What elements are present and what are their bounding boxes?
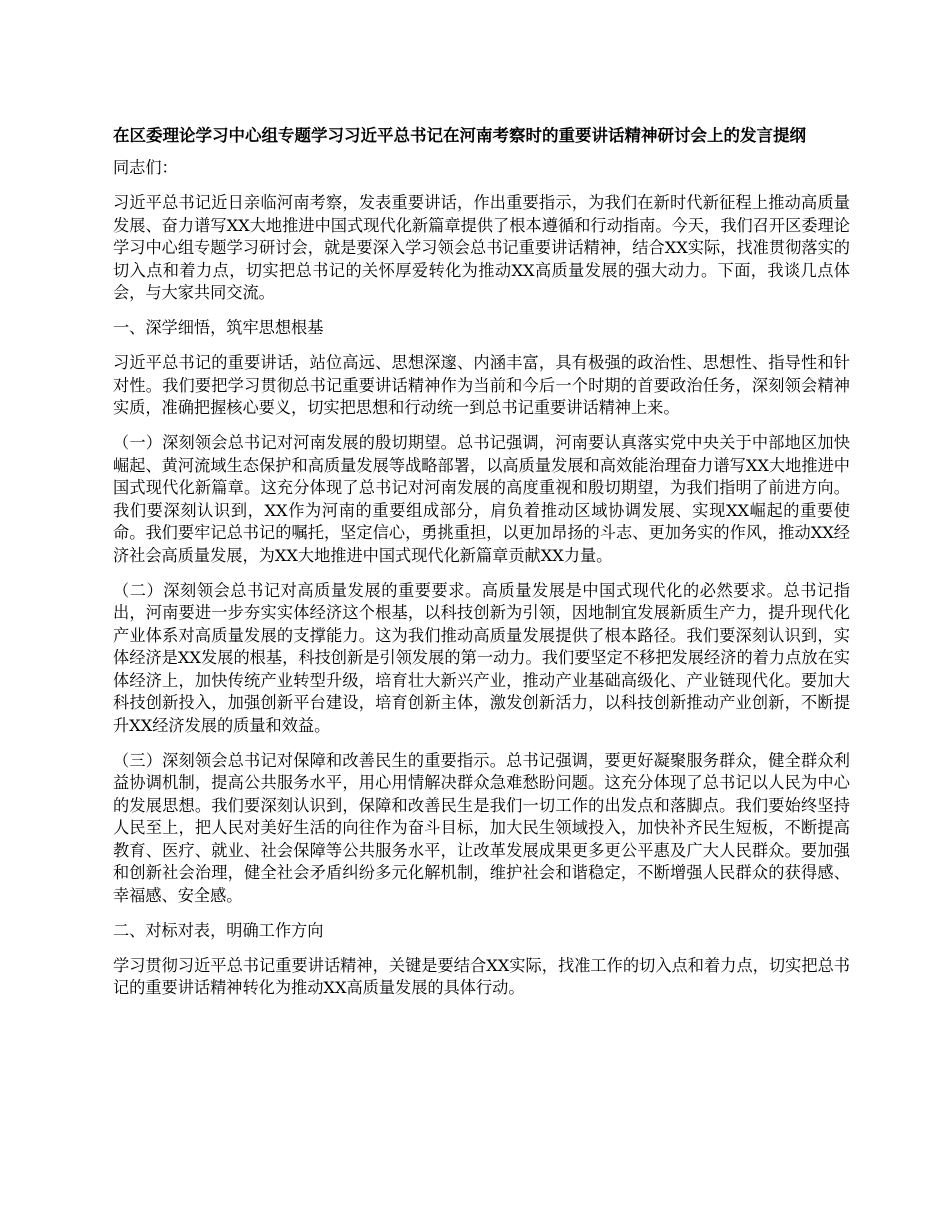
section-1-lead-paragraph: 习近平总书记的重要讲话，站位高远、思想深邃、内涵丰富，具有极强的政治性、思想性、指导性和针对性。我们要把学习贯彻总书记重要讲话精神作为当前和今后一个时期的首要政治任务，深刻领会精神实质，准确把握核心要义，切实把思想和行动统一到总书记重要讲话精神上来。 (113, 353, 850, 417)
salutation: 同志们： (113, 158, 178, 177)
intro-paragraph: 习近平总书记近日亲临河南考察，发表重要讲话，作出重要指示，为我们在新时代新征程上推动高质量发展、奋力谱写XX大地推进中国式现代化新篇章提供了根本遵循和行动指南。今天，我们召开区委理论学习中心组专题学习研讨会，就是要深入学习领会总书记重要讲话精神，结合XX实际，找准贯彻落实的切入点和着力点，切实把总书记的关怀厚爱转化为推动XX高质量发展的强大动力。下面，我谈几点体会，与大家共同交流。 (113, 193, 850, 302)
section-2-lead-paragraph: 学习贯彻习近平总书记重要讲话精神，关键是要结合XX实际，找准工作的切入点和着力点，切实把总书记的重要讲话精神转化为推动XX高质量发展的具体行动。 (113, 955, 850, 997)
section-heading-1: 一、深学细悟，筑牢思想根基 (113, 318, 324, 337)
document-page (113, 124, 850, 1012)
section-heading-2: 二、对标对表，明确工作方向 (113, 920, 324, 940)
section-1-point-3: （三）深刻领会总书记对保障和改善民生的重要指示。总书记强调，要更好凝聚服务群众，健全群众利益协调机制，提高公共服务水平，用心用情解决群众急难愁盼问题。这充分体现了总书记以人民为中心的发展思想。我们要深刻认识到，保障和改善民生是我们一切工作的出发点和落脚点。我们要始终坚持人民至上，把人民对美好生活的向往作为奋斗目标，加大民生领域投入，加快补齐民生短板，不断提高教育、医疗、就业、社会保障等公共服务水平，让改革发展成果更多更公平惠及广大人民群众。要加强和创新社会治理，健全社会矛盾纠纷多元化解机制，维护社会和谐稳定，不断增强人民群众的获得感、幸福感、安全感。 (113, 750, 850, 905)
section-1-point-1: （一）深刻领会总书记对河南发展的殷切期望。总书记强调，河南要认真落实党中央关于中部地区加快崛起、黄河流域生态保护和高质量发展等战略部署，以高质量发展和高效能治理奋力谱写XX大地推进中国式现代化新篇章。这充分体现了总书记对河南发展的高度重视和殷切期望，为我们指明了前进方向。我们要深刻认识到，XX作为河南的重要组成部分，肩负着推动区域协调发展、实现XX崛起的重要使命。我们要牢记总书记的嘱托，坚定信心，勇挑重担，以更加昂扬的斗志、更加务实的作风，推动XX经济社会高质量发展，为XX大地推进中国式现代化新篇章贡献XX力量。 (113, 433, 850, 565)
section-1-point-2: （二）深刻领会总书记对高质量发展的重要要求。高质量发展是中国式现代化的必然要求。总书记指出，河南要进一步夯实实体经济这个根基，以科技创新为引领，因地制宜发展新质生产力，提升现代化产业体系对高质量发展的支撑能力。这为我们推动高质量发展提供了根本路径。我们要深刻认识到，实体经济是XX发展的根基，科技创新是引领发展的第一动力。我们要坚定不移把发展经济的着力点放在实体经济上，加快传统产业转型升级，培育壮大新兴产业，推动产业基础高级化、产业链现代化。要加大科技创新投入，加强创新平台建设，培育创新主体，激发创新活力，以科技创新推动产业创新，不断提升XX经济发展的质量和效益。 (113, 580, 850, 735)
document-title: 在区委理论学习中心组专题学习习近平总书记在河南考察时的重要讲话精神研讨会上的发言提纲 (113, 126, 806, 145)
